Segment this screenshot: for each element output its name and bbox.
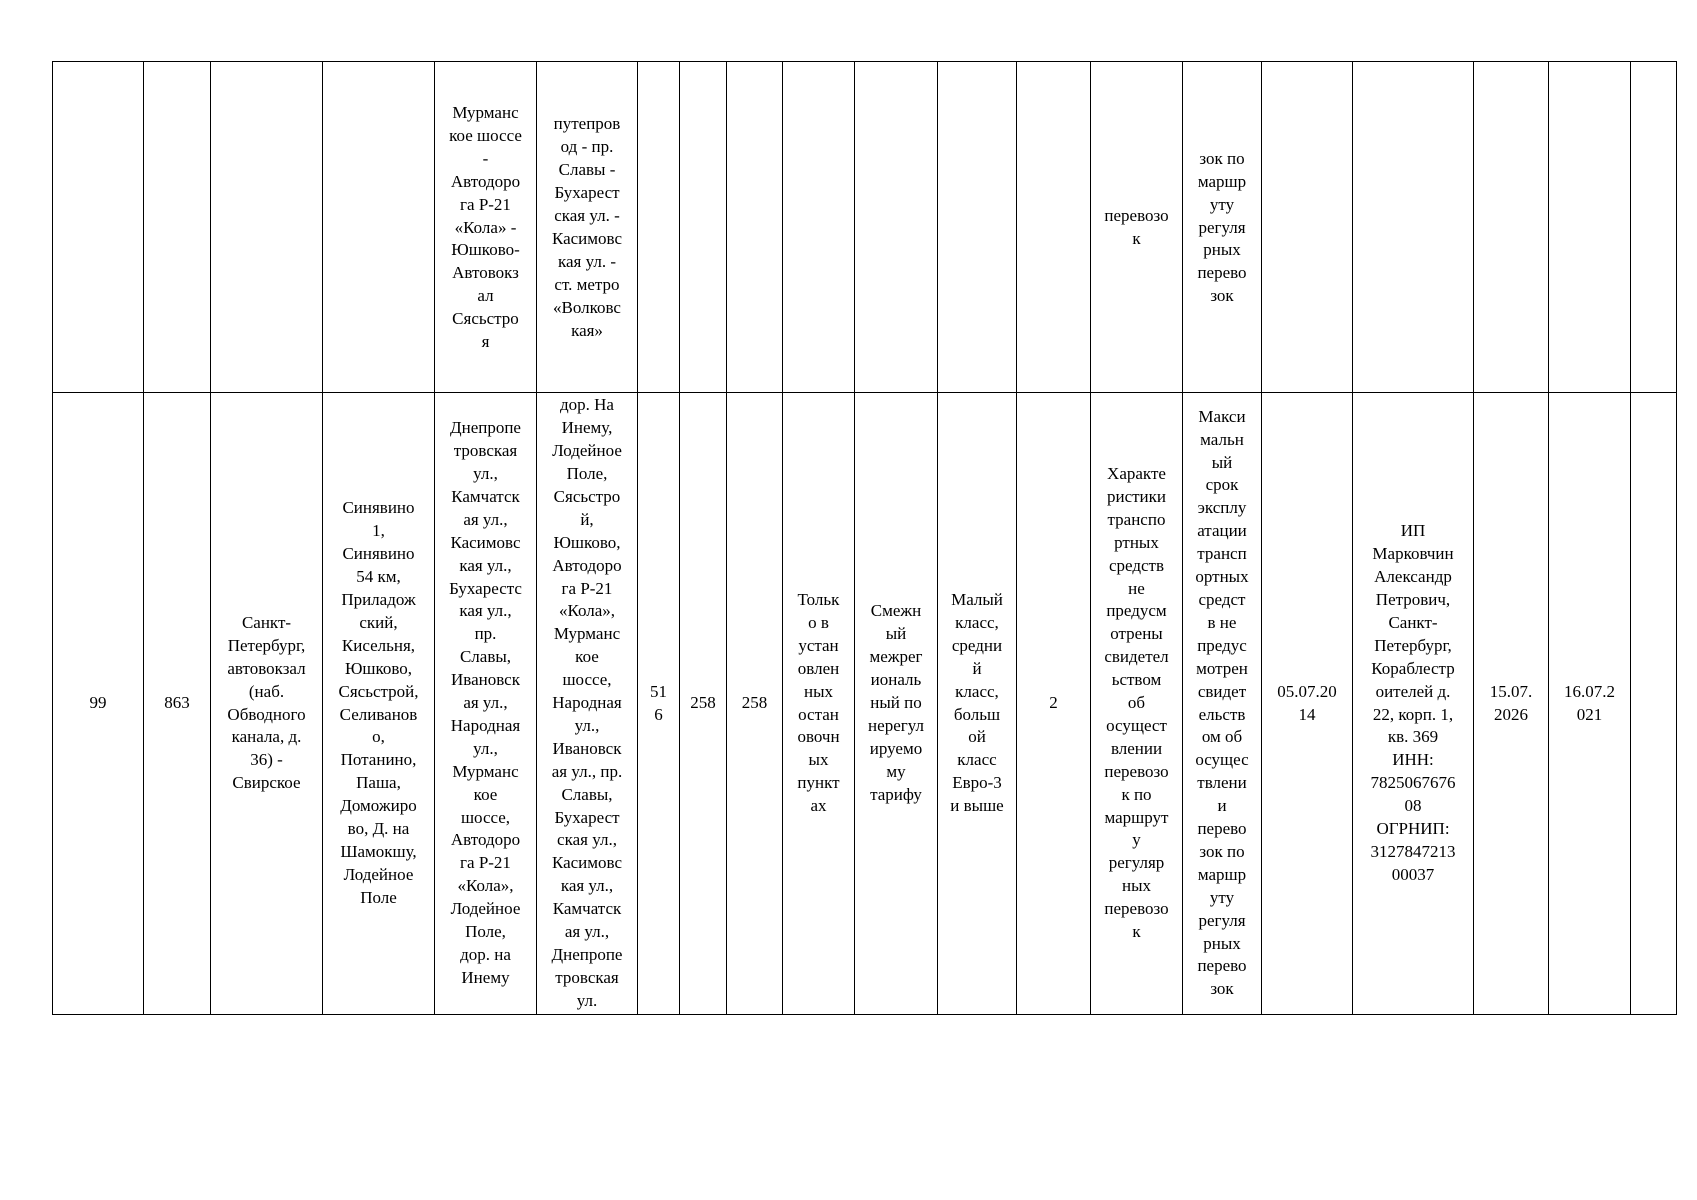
registry-table [52, 61, 1677, 1015]
cell-reg-number [144, 393, 211, 1015]
cell-stops [323, 393, 435, 1015]
cell-route-name [211, 393, 323, 1015]
cell-forward-path [435, 393, 537, 1015]
route-reg-number: 863 [164, 693, 190, 713]
max-term-cont-text: зок по маршр уту регуля рных перево зок [1197, 148, 1247, 306]
date-until: 15.07. 2026 [1489, 681, 1533, 724]
cell-vehicle-count [1017, 393, 1091, 1015]
cell-length-forward [680, 393, 727, 1015]
route-stops: Синявино 1, Синявино 54 км, Приладож ский, Кисельня, Юшково, Сясьстрой, Селиванов о, Потанино, Паша, Доможиро во, Д. на Шамокшу, Лодейное Поле [338, 498, 419, 907]
row-number: 99 [89, 693, 107, 713]
start-date: 05.07.20 14 [1277, 681, 1337, 724]
cell-empty [1017, 62, 1091, 393]
cell-empty [1353, 62, 1474, 393]
cell-backward-path-cont [537, 62, 638, 393]
cell-stop-order [783, 393, 855, 1015]
cell-empty [53, 62, 144, 393]
cell-empty [211, 62, 323, 393]
cell-empty [680, 62, 727, 393]
cell-empty [783, 62, 855, 393]
cell-backward-path [537, 393, 638, 1015]
max-service-term: Макси мальн ый срок эксплу атации трансп ортных средст в не предус мотрен свидет ельств ом об осущес твлени и перево зок по маршр уту регуля рных перево зок [1195, 406, 1249, 999]
cell-empty [1631, 62, 1677, 393]
cell-characteristics-cont [1091, 62, 1183, 393]
length-backward: 258 [741, 693, 768, 713]
characteristics-cont-text: перевозо к [1104, 206, 1169, 248]
cell-empty [323, 62, 435, 393]
cell-max-term-cont [1183, 62, 1262, 393]
cell-forward-path-cont [435, 62, 537, 393]
cell-empty [1474, 62, 1549, 393]
cell-length-backward [727, 393, 783, 1015]
cell-date-issued [1549, 393, 1631, 1015]
route-kind: Смежн ый межрег иональ ный по нерегул ируемо му тарифу [868, 601, 924, 804]
backward-path-cont-text: путепров од - пр. Славы - Бухарест ская ул. - Касимовс кая ул. - ст. метро «Волковс кая» [551, 114, 623, 340]
continued-row [53, 62, 1677, 393]
forward-path: Днепропе тровская ул., Камчатск ая ул., Касимовс кая ул., Бухарестс кая ул., пр. Славы, Ивановск ая ул., Народная ул., Мурманс кое шоссе, Автодоро га Р-21 «Кола», Лодейное Поле, дор. на Инему [449, 418, 522, 987]
cell-empty [1549, 62, 1631, 393]
cell-carrier [1353, 393, 1474, 1015]
cell-route-kind [855, 393, 938, 1015]
stop-order: Тольк о в устан овлен ных остан овочн ых пункт ах [797, 589, 840, 816]
table-row [53, 393, 1677, 1015]
cell-characteristics [1091, 393, 1183, 1015]
date-issued: 16.07.2 021 [1564, 681, 1615, 724]
cell-vehicle-class [938, 393, 1017, 1015]
cell-empty [1262, 62, 1353, 393]
route-length: 51 6 [650, 681, 667, 724]
vehicle-characteristics: Характе ристики транспо ртных средств не предусм отрены свидетел ьством об осущест влении перевозо к по маршрут у регуляр ных перевозо к [1104, 463, 1169, 942]
cell-start-date [1262, 393, 1353, 1015]
cell-date-until [1474, 393, 1549, 1015]
forward-path-cont-text: Мурманс кое шоссе - Автодоро га Р-21 «Кола» - Юшково- Автовокз ал Сясьстро я [449, 103, 522, 352]
cell-empty [938, 62, 1017, 393]
cell-empty [144, 62, 211, 393]
cell-empty [638, 62, 680, 393]
backward-path: дор. На Инему, Лодейное Поле, Сясьстро й, Юшково, Автодоро га Р-21 «Кола», Мурманс кое шоссе, Народная ул., Ивановск ая ул., пр. Славы, Бухарест ская ул., Касимовс кая ул., Камчатск ая ул., Днепропе тровская ул. [551, 395, 623, 1010]
carrier-info: ИП Марковчин Александр Петрович, Санкт- Петербург, Кораблестр оителей д. 22, корп. 1, кв. 369 ИНН: 7825067676 08 ОГРНИП: 3127847213 00037 [1370, 521, 1456, 884]
route-name: Санкт- Петербург, автовокзал (наб. Обводного канала, д. 36) - Свирское [227, 612, 306, 793]
vehicle-count: 2 [1049, 693, 1058, 713]
cell-empty [1631, 393, 1677, 1015]
length-forward: 258 [690, 693, 716, 713]
vehicle-class: Малый класс, средни й класс, больш ой класс Евро-3 и выше [950, 589, 1004, 816]
cell-empty [727, 62, 783, 393]
cell-max-term [1183, 393, 1262, 1015]
cell-number [53, 393, 144, 1015]
cell-length [638, 393, 680, 1015]
cell-empty [855, 62, 938, 393]
